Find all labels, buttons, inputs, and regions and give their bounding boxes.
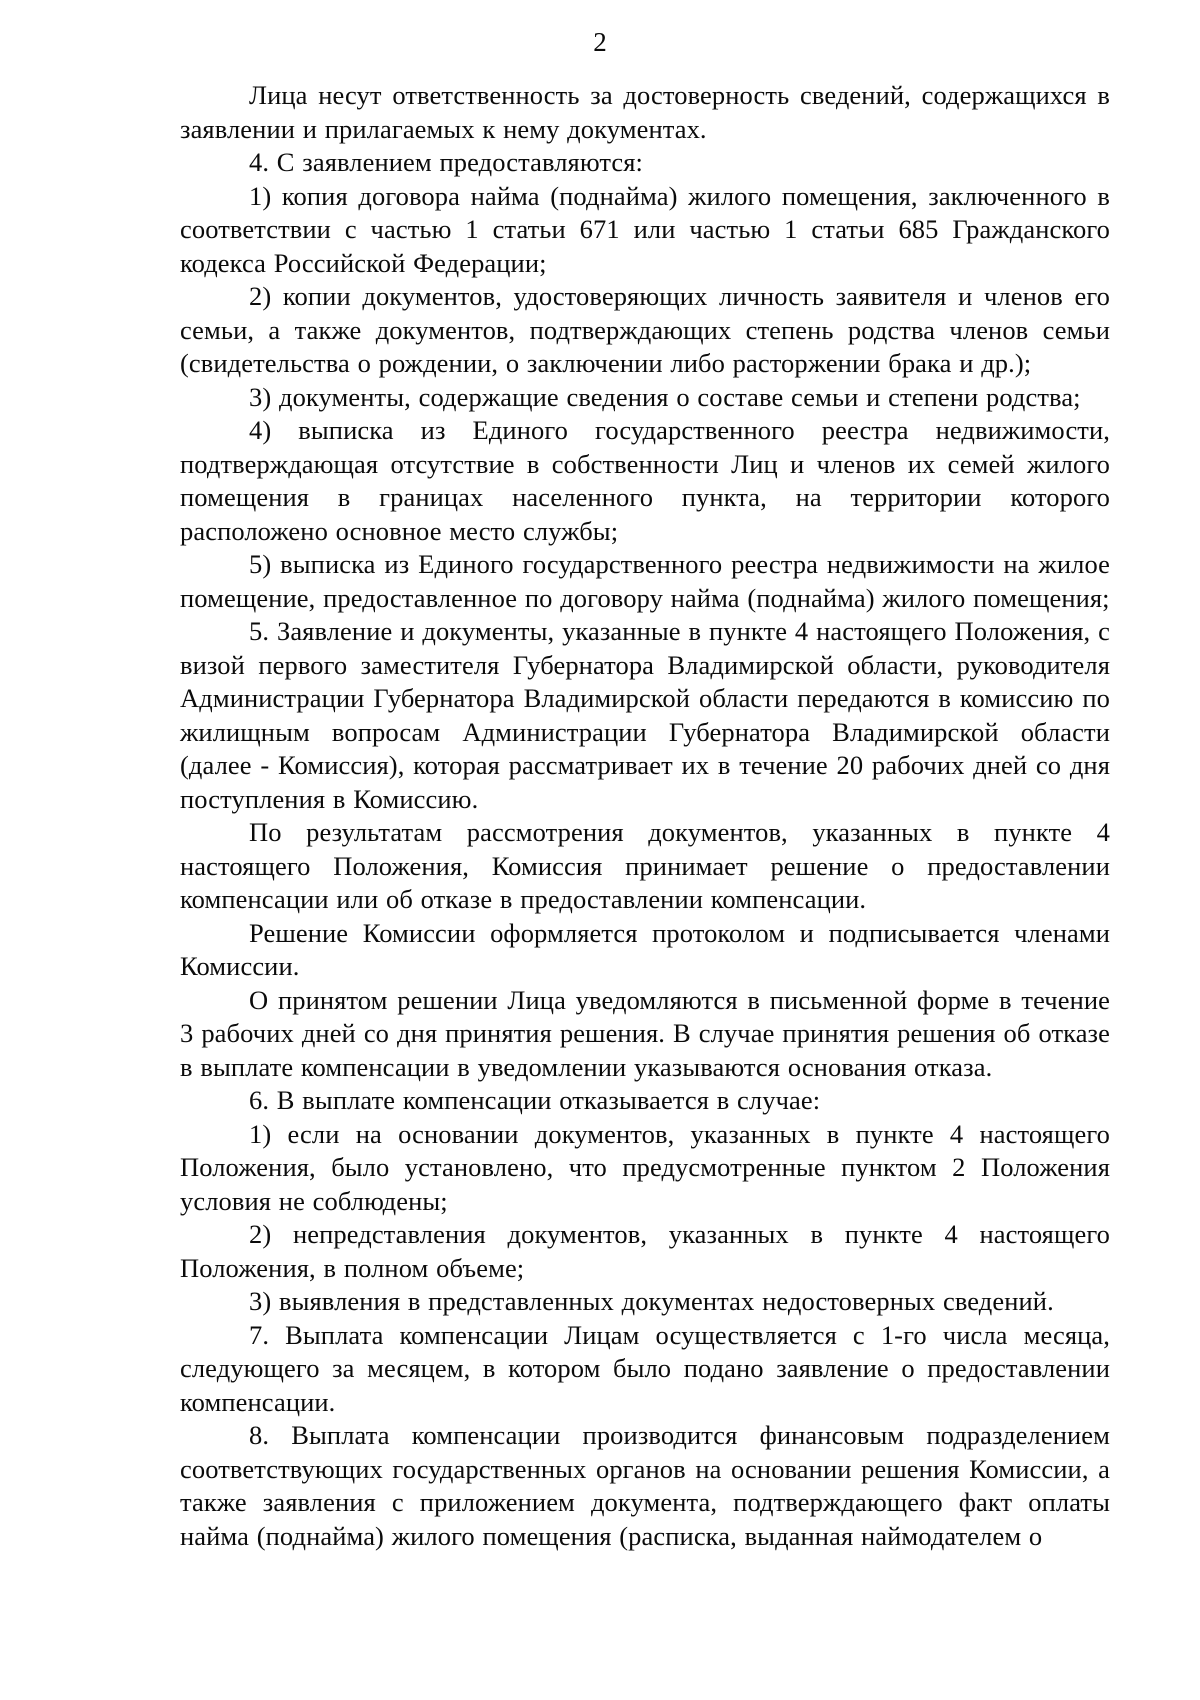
paragraph-item-4: 4. С заявлением предоставляются: [249,147,643,177]
document-body [180,79,1110,1553]
paragraph-item-6: 6. В выплате компенсации отказывается в случае: [249,1085,821,1115]
paragraph-item-6-1: 1) если на основании документов, указанных в пункте 4 настоящего Положения, было установлено, что предусмотренные пунктом 2 Положения условия не соблюдены; [180,1118,1110,1216]
paragraph-responsibility: Лица несут ответственность за достоверность сведений, содержащихся в заявлении и прилагаемых к нему документах. [180,80,1110,144]
paragraph-item-4-1: 1) копия договора найма (поднайма) жилого помещения, заключенного в соответствии с частью 1 статьи 671 или частью 1 статьи 685 Гражданского кодекса Российской Федерации; [180,180,1110,278]
paragraph-review-results: По результатам рассмотрения документов, указанных в пункте 4 настоящего Положения, Комиссия принимает решение о предоставлении компенсации или об отказе в предоставлении компенсации. [180,817,1110,914]
paragraph-item-4-5: 5) выписка из Единого государственного реестра недвижимости на жилое помещение, предоставленное по договору найма (поднайма) жилого помещения; [180,549,1110,613]
paragraph-item-7: 7. Выплата компенсации Лицам осуществляется с 1-го числа месяца, следующего за месяцем, в котором было подано заявление о предоставлении компенсации. [180,1319,1110,1417]
paragraph-item-4-3: 3) документы, содержащие сведения о составе семьи и степени родства; [249,381,1081,412]
paragraph-decision-protocol: Решение Комиссии оформляется протоколом и подписывается членами Комиссии. [180,917,1110,981]
page-number: 2 [593,27,607,57]
paragraph-item-6-3: 3) выявления в представленных документах недостоверных сведений. [249,1286,1054,1316]
paragraph-item-4-2: 2) копии документов, удостоверяющих личность заявителя и членов его семьи, а также документов, подтверждающих степень родства членов семьи (свидетельства о рождении, о заключении либо расторжении брака и др.); [180,281,1110,378]
paragraph-notification: О принятом решении Лица уведомляются в письменной форме в течение 3 рабочих дней со дня принятия решения. В случае принятия решения об отказе в выплате компенсации в уведомлении указываются основания отказа. [180,984,1110,1082]
paragraph-item-5: 5. Заявление и документы, указанные в пункте 4 настоящего Положения, с визой первого заместителя Губернатора Владимирской области, руководителя Администрации Губернатора Владимирской области передаются в комиссию по жилищным вопросам Администрации Губернатора Владимирской области (далее - Комиссия), которая рассматривает их в течение 20 рабочих дней со дня поступления в Комиссию. [180,616,1110,814]
paragraph-item-6-2: 2) непредставления документов, указанных в пункте 4 настоящего Положения, в полном объеме; [180,1219,1110,1283]
paragraph-item-8: 8. Выплата компенсации производится финансовым подразделением соответствующих государственных органов на основании решения Комиссии, а также заявления с приложением документа, подтверждающего факт оплаты найма (поднайма) жилого помещения (расписка, выданная наймодателем о [180,1420,1110,1551]
paragraph-item-4-4: 4) выписка из Единого государственного реестра недвижимости, подтверждающая отсутствие в собственности Лиц и членов их семей жилого помещения в границах населенного пункта, на территории которого расположено основное место службы; [180,415,1110,546]
